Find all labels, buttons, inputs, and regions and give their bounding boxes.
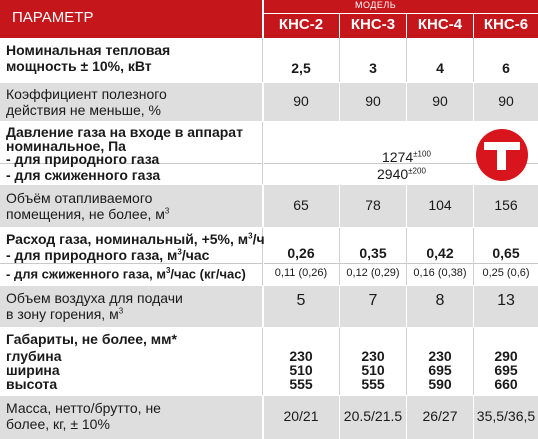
dimensions-depth-label: глубина xyxy=(6,348,62,364)
red-circle-t-logo-icon xyxy=(475,128,529,182)
model-kns-2: КНС-2 xyxy=(278,16,324,33)
pressure-label-1: Давление газа на входе в аппарат xyxy=(6,124,243,140)
consumption-liquefied-kns-4: 0,16 (0,38) xyxy=(413,267,467,279)
volume-kns-2: 65 xyxy=(293,197,309,213)
volume-label-2: помещения, не более, $м^3$ xyxy=(6,206,170,222)
dimensions-kns-2-depth: 230 xyxy=(289,348,313,364)
model-kns-6: КНС-6 xyxy=(483,16,529,33)
volume-label-1: Объём отапливаемого xyxy=(6,190,153,206)
power-label-2: мощность ± 10%, кВт xyxy=(6,58,152,74)
pressure-liquefied-value: $2940^{\pm 200}$ xyxy=(377,166,426,182)
air-kns-2: 5 xyxy=(296,292,306,309)
consumption-liquefied-kns-3: 0,12 (0,29) xyxy=(346,267,400,279)
consumption-liquefied-kns-2: 0,11 (0,26) xyxy=(274,267,328,279)
mass-kns-3: 20.5/21.5 xyxy=(343,408,403,424)
model-header: МОДЕЛЬ xyxy=(355,0,397,10)
pressure-label-2: номинальное, Па xyxy=(6,138,126,154)
mass-kns-4: 26/27 xyxy=(422,408,458,424)
dimensions-kns-4-height: 590 xyxy=(428,376,452,392)
volume-kns-3: 78 xyxy=(365,197,381,213)
param-header: ПАРАМЕТР xyxy=(12,9,94,26)
dimensions-kns-3-depth: 230 xyxy=(361,348,385,364)
dimensions-kns-4-width: 695 xyxy=(428,362,452,378)
air-kns-3: 7 xyxy=(368,292,378,309)
efficiency-kns-2: 90 xyxy=(293,93,309,109)
consumption-natural-kns-2: 0,26 xyxy=(287,245,315,261)
dimensions-kns-3-width: 510 xyxy=(361,362,385,378)
power-label-1: Номинальная тепловая xyxy=(6,42,171,58)
consumption-liquefied-kns-6: 0,25 (0,6) xyxy=(482,267,530,279)
dimensions-kns-2-width: 510 xyxy=(289,362,313,378)
consumption-natural-label: - для природного газа, $м^3$/час xyxy=(6,247,210,263)
air-label-2: в зону горения, $м^3$ xyxy=(6,306,124,322)
consumption-natural-kns-3: 0,35 xyxy=(359,245,387,261)
mass-label-1: Масса, нетто/брутто, не xyxy=(6,400,161,416)
power-kns-6: 6 xyxy=(502,60,510,76)
consumption-natural-kns-4: 0,42 xyxy=(426,245,454,261)
volume-kns-6: 156 xyxy=(494,197,518,213)
dimensions-kns-6-height: 660 xyxy=(494,376,518,392)
power-kns-2: 2,5 xyxy=(291,60,311,76)
model-kns-3: КНС-3 xyxy=(350,16,396,33)
dimensions-kns-3-height: 555 xyxy=(361,376,385,392)
air-kns-6: 13 xyxy=(497,292,515,309)
efficiency-kns-6: 90 xyxy=(498,93,514,109)
dimensions-kns-6-depth: 290 xyxy=(494,348,518,364)
mass-kns-6: 35,5/36,5 xyxy=(476,408,536,424)
mass-label-2: более, кг, ± 10% xyxy=(6,416,110,432)
efficiency-kns-3: 90 xyxy=(365,93,381,109)
dimensions-kns-2-height: 555 xyxy=(289,376,313,392)
pressure-label-4: - для сжиженного газа xyxy=(6,167,161,183)
efficiency-label-2: действия не меньше, % xyxy=(6,102,162,118)
mass-kns-2: 20/21 xyxy=(283,408,319,424)
consumption-liquefied-label: - для сжиженного газа, $м^3$/час (кг/час) xyxy=(6,266,246,282)
power-kns-4: 4 xyxy=(436,60,444,76)
air-label-1: Объем воздуха для подачи xyxy=(6,290,183,306)
efficiency-kns-4: 90 xyxy=(432,93,448,109)
dimensions-kns-6-width: 695 xyxy=(494,362,518,378)
dimensions-height-label: высота xyxy=(6,376,58,392)
efficiency-label-1: Коэффициент полезного xyxy=(6,86,167,102)
dimensions-width-label: ширина xyxy=(6,362,60,378)
consumption-natural-kns-6: 0,65 xyxy=(492,245,520,261)
air-kns-4: 8 xyxy=(435,292,445,309)
consumption-label-1: Расход газа, номинальный, +5%, $м^3/ч$ xyxy=(6,231,265,247)
dimensions-kns-4-depth: 230 xyxy=(428,348,452,364)
dimensions-label: Габариты, не более, мм* xyxy=(6,331,177,347)
pressure-natural-value: $1274^{\pm 100}$ xyxy=(382,149,431,165)
model-kns-4: КНС-4 xyxy=(417,16,463,33)
pressure-label-3: - для природного газа xyxy=(6,151,160,167)
volume-kns-4: 104 xyxy=(428,197,452,213)
power-kns-3: 3 xyxy=(369,60,377,76)
